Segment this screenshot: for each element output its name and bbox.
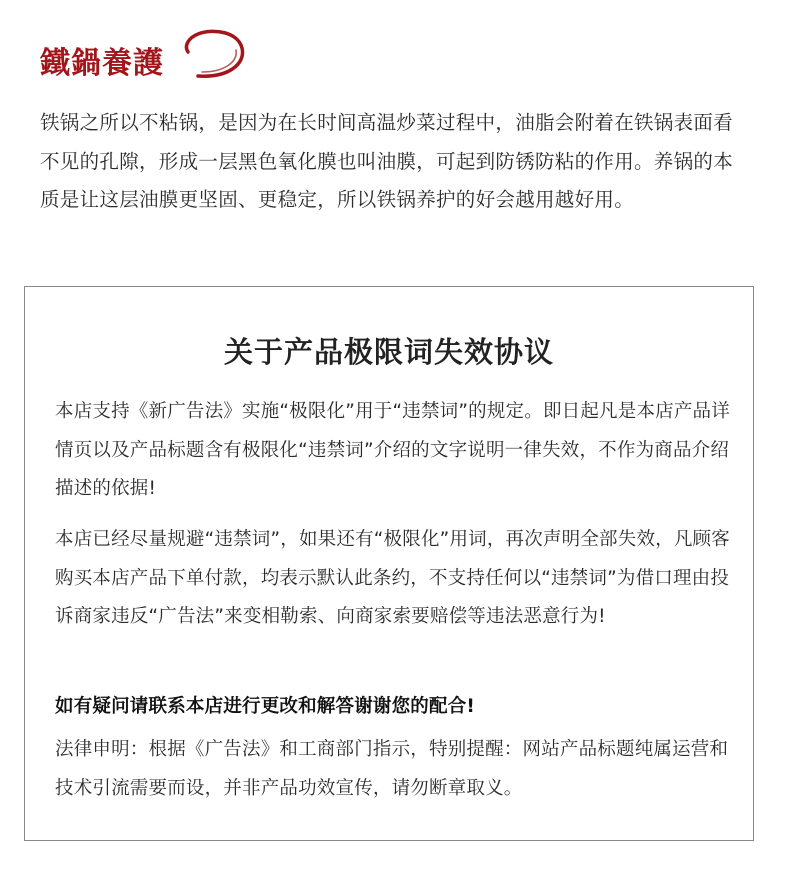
- contact-line: 如有疑问请联系本店进行更改和解答谢谢您的配合!: [55, 696, 476, 717]
- notice-paragraph-1: 本店支持《新广告法》实施“极限化”用于“违禁词”的规定。即日起凡是本店产品详情页以及产品标题含有极限化“违禁词”介绍的文字说明一律失效，不作为商品介绍描述的依据!: [55, 401, 730, 499]
- notice-paragraph-2: 本店已经尽量规避“违禁词”，如果还有“极限化”用词，再次声明全部失效，凡顾客购买本店产品下单付款，均表示默认此条约，不支持任何以“违禁词”为借口理由投诉商家违反“广告法”来变相勒索、向商家索要赔偿等违法恶意行为!: [55, 529, 730, 627]
- notice-box: [24, 286, 754, 841]
- notice-title: 关于产品极限词失效协议: [223, 335, 554, 369]
- brush-circle-icon: [158, 26, 248, 86]
- brand-logo: [38, 26, 228, 86]
- legal-statement: 法律申明：根据《广告法》和工商部门指示，特别提醒：网站产品标题纯属运营和技术引流需要而设，并非产品功效宣传，请勿断章取义。: [55, 739, 729, 799]
- intro-paragraph: 铁锅之所以不粘锅，是因为在长时间高温炒菜过程中，油脂会附着在铁锅表面看不见的孔隙，形成一层黑色氧化膜也叫油膜，可起到防锈防粘的作用。养锅的本质是让这层油膜更坚固、更稳定，所以铁锅养护的好会越用越好用。: [40, 111, 734, 211]
- logo-text: 鐵鍋養護: [40, 46, 164, 81]
